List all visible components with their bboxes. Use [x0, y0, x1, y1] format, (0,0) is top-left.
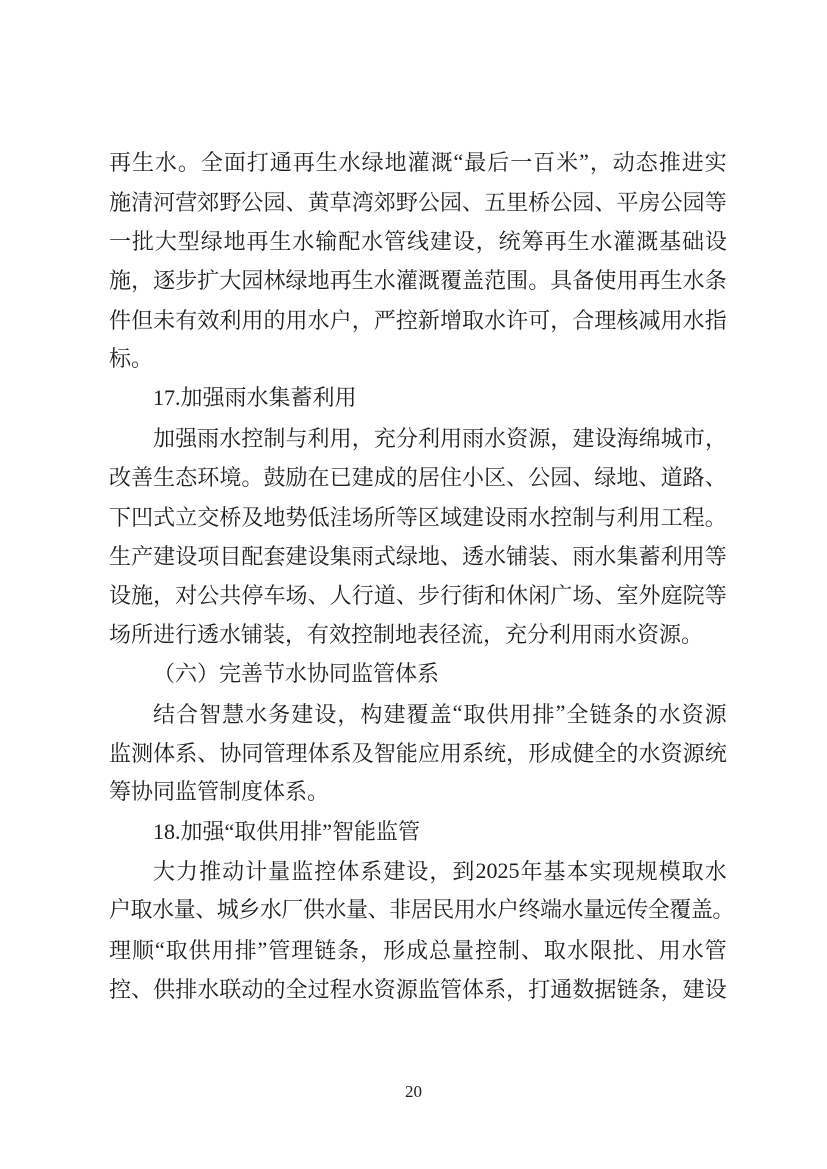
text-line: 生 产 建 设 项 目 配 套 建 设 集 雨 式 绿 地 、 透 水 铺 装 、 雨 水 集 蓄 利 用 等 [109, 544, 727, 570]
text-line: 户取水量、城乡水厂供水量、非居民用水户终端水量远传全覆盖。 [109, 897, 734, 923]
page-footer [0, 1082, 827, 1102]
text-line: 理 顺 “ 取 供 用 排 ” 管 理 链 条 ， 形 成 总 量 控 制 、 取 水 限 批 、 用 水 管 [109, 936, 727, 963]
text-line: 场所进行透水铺装，有效控制地表径流，充分利用雨水资源。 [109, 621, 704, 647]
text-line: 施 清 河 营 郊 野 公 园 、 黄 草 湾 郊 野 公 园 、 五 里 桥 公 园 、 平 房 公 园 等 [109, 189, 727, 215]
text-line: 结 合 智 慧 水 务 建 设 ， 构 建 覆 盖 “ 取 供 用 排 ” 全 链 条 的 水 资 源 [153, 700, 727, 727]
text-line: 下 凹 式 立 交 桥 及 地 势 低 洼 场 所 等 区 域 建 设 雨 水 控 制 与 利 用 工 程 。 [109, 504, 727, 530]
section-heading: （六）完善节水协同监管体系 [153, 661, 440, 687]
text-line: 设 施 ， 对 公 共 停 车 场 、 人 行 道 、 步 行 街 和 休 闲 广 场 、 室 外 庭 院 等 [109, 583, 727, 609]
text-line: 标。 [109, 345, 154, 371]
text-line: 控 、 供 排 水 联 动 的 全 过 程 水 资 源 监 管 体 系 ， 打 通 数 据 链 条 ， 建 设 [109, 977, 727, 1003]
section-heading: 18.加强“取供用排”智能监管 [153, 818, 421, 844]
text-block [109, 142, 734, 1009]
text-line: 一 批 大 型 绿 地 再 生 水 输 配 水 管 线 建 设 ， 统 筹 再 生 水 灌 溉 基 础 设 [109, 228, 727, 254]
text-line: 件 但 未 有 效 利 用 的 用 水 户 ， 严 控 新 增 取 水 许 可 ， 合 理 核 减 用 水 指 [109, 307, 727, 333]
text-line: 加 强 雨 水 控 制 与 利 用 ， 充 分 利 用 雨 水 资 源 ， 建 设 海 绵 城 市 ， [153, 425, 727, 451]
text-line: 改 善 生 态 环 境 。 鼓 励 在 已 建 成 的 居 住 小 区 、 公 园 、 绿 地 、 道 路 、 [109, 465, 727, 491]
text-line: 筹协同监管制度体系。 [109, 779, 330, 805]
text-line: 大 力 推 动 计 量 监 控 体 系 建 设 ， 到 2025 年 基 本 实 现 规 模 取 水 [153, 857, 727, 885]
section-heading: 17.加强雨水集蓄利用 [153, 385, 357, 411]
text-line: 监 测 体 系 、 协 同 管 理 体 系 及 智 能 应 用 系 统 ， 形 成 健 全 的 水 资 源 统 [109, 741, 727, 767]
text-line: 再 生 水 。 全 面 打 通 再 生 水 绿 地 灌 溉 “ 最 后 一 百 米 ” ， 动 态 推 进 实 [109, 148, 727, 176]
page-number: 20 [405, 1082, 422, 1101]
text-line: 施 ， 逐 步 扩 大 园 林 绿 地 再 生 水 灌 溉 覆 盖 范 围 。 具 备 使 用 再 生 水 条 [109, 268, 727, 294]
